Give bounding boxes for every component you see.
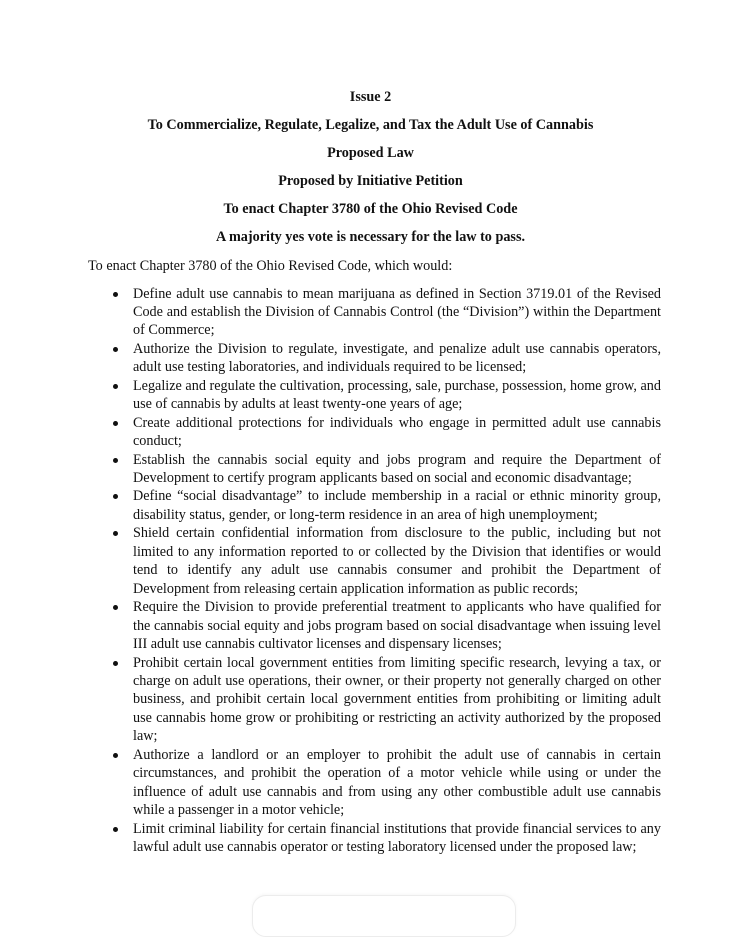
initiative-petition-heading: Proposed by Initiative Petition [278,173,463,189]
bullet-icon [113,661,118,666]
list-item [133,746,661,820]
list-item-text: Establish the cannabis social equity and jobs program and require the Department of Development to certify program applicants based on social and economic disadvantage; [133,451,661,487]
list-item [133,340,661,377]
list-item-text: Define “social disadvantage” to include membership in a racial or ethnic minority group, disability status, gender, or long-term residence in an area of high unemployment; [133,488,661,523]
provisions-list [133,285,661,857]
bullet-icon [113,494,118,499]
list-item [133,414,661,451]
list-item [133,377,661,414]
list-item [133,285,661,340]
list-item-text: Authorize the Division to regulate, investigate, and penalize adult use cannabis operators, adult use testing laboratories, and individuals required to be licensed; [133,340,661,376]
list-item [133,451,661,488]
bullet-icon [113,753,118,758]
bullet-icon [113,458,118,463]
floating-viewer-toolbar[interactable] [252,895,516,937]
issue-title-heading: To Commercialize, Regulate, Legalize, and Tax the Adult Use of Cannabis [147,117,594,133]
list-item [133,598,661,653]
list-item-text: Authorize a landlord or an employer to prohibit the adult use of cannabis in certain circumstances, and prohibit the operation of a motor vehicle while using or under the influence of adult use cannabis and from using any other combustible adult use cannabis while a passenger in a motor vehicle; [133,746,661,819]
list-item [133,820,661,857]
list-item [133,524,661,598]
list-item-text: Define adult use cannabis to mean marijuana as defined in Section 3719.01 of the Revised Code and establish the Division of Cannabis Control (the “Division”) within the Department of Commerce; [133,285,661,339]
bullet-icon [113,347,118,352]
list-item-text: Require the Division to provide preferential treatment to applicants who have qualified for the cannabis social equity and jobs program based on social disadvantage when issuing level III adult use cannabis cultivator licenses and dispensary licenses; [133,599,661,653]
intro-paragraph: To enact Chapter 3780 of the Ohio Revised Code, which would: [88,258,453,274]
enact-chapter-heading: To enact Chapter 3780 of the Ohio Revised Code [223,201,518,217]
proposed-law-heading: Proposed Law [327,145,414,161]
majority-vote-heading: A majority yes vote is necessary for the law to pass. [215,229,526,245]
list-item-text: Legalize and regulate the cultivation, processing, sale, purchase, possession, home grow, and use of cannabis by adults at least twenty-one years of age; [133,377,661,413]
bullet-icon [113,292,118,297]
bullet-icon [113,827,118,832]
bullet-icon [113,605,118,610]
list-item [133,487,661,524]
issue-number-heading: Issue 2 [349,89,392,105]
list-item-text: Shield certain confidential information from disclosure to the public, including but not limited to any information reported to or collected by the Division that identifies or would tend to identify any adult use cannabis consumer and prohibit the Department of Development from releasing certain application information as public records; [133,525,661,597]
bullet-icon [113,531,118,536]
bullet-icon [113,384,118,389]
list-item-text: Limit criminal liability for certain financial institutions that provide financial services to any lawful adult use cannabis operator or testing laboratory licensed under the proposed law; [133,820,661,856]
list-item [133,654,661,746]
list-item-text: Prohibit certain local government entities from limiting specific research, levying a tax, or charge on adult use operations, their owner, or their property not generally charged on other business, and prohibit certain local government entities from prohibiting or limiting adult use cannabis home grow or prohibiting or restricting an activity authorized by the proposed law; [133,654,661,745]
bullet-icon [113,421,118,426]
list-item-text: Create additional protections for individuals who engage in permitted adult use cannabis conduct; [133,414,661,450]
